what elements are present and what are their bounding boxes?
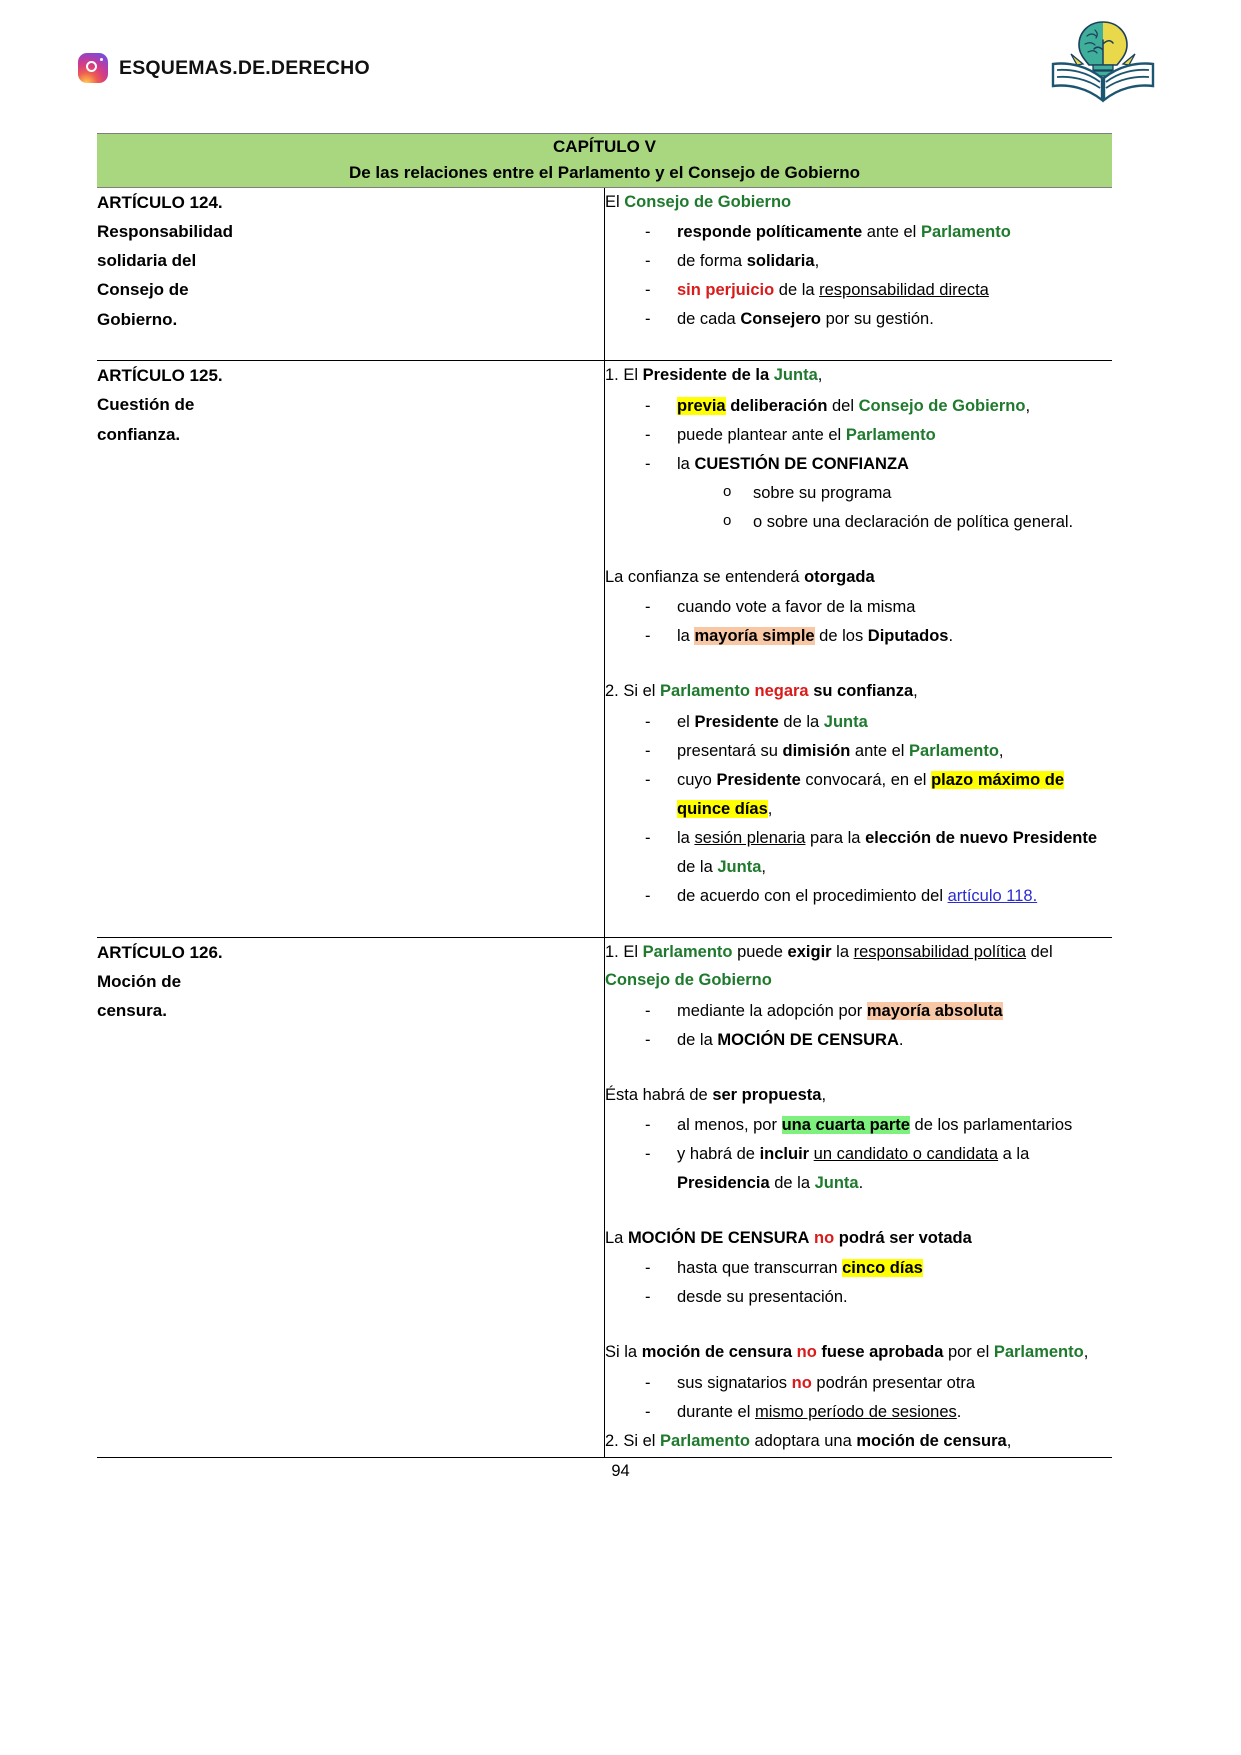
- bullet-list: [605, 218, 1112, 334]
- bullet-list: [605, 593, 1112, 651]
- chapter-subtitle: De las relaciones entre el Parlamento y el Consejo de Gobierno: [348, 163, 861, 183]
- page-number: 94: [611, 1462, 630, 1480]
- bullet-list: [605, 997, 1112, 1055]
- instagram-icon: [78, 53, 108, 83]
- bullet-list: [605, 708, 1112, 911]
- list-item: - sin perjuicio de la responsabilidad directa: [605, 276, 1112, 305]
- list-item: - responde políticamente ante el Parlamento: [605, 218, 1112, 247]
- article-row-126: [97, 937, 1112, 1458]
- list-item: - de la MOCIÓN DE CENSURA.: [605, 1026, 1112, 1055]
- block-spacer: [605, 1198, 1112, 1224]
- sub-bullet-list: [605, 479, 1112, 537]
- bullet-list: [605, 392, 1112, 479]
- chapter-header-row: [97, 134, 1112, 188]
- brain-lightbulb-book-logo: [1043, 12, 1163, 108]
- article-paragraph: 2. Si el Parlamento adoptara una moción de censura,: [605, 1431, 1012, 1450]
- article-label-line: ARTÍCULO 124.: [97, 192, 223, 212]
- article-label-line: Consejo de: [97, 280, 189, 300]
- article-paragraph: 1. El Presidente de la Junta,: [605, 366, 823, 385]
- block-spacer: [605, 537, 1112, 563]
- chapter-title: CAPÍTULO V: [553, 137, 656, 156]
- list-item: - mediante la adopción por mayoría absoluta: [605, 997, 1112, 1026]
- article-label-line: solidaria del: [97, 251, 197, 271]
- list-item: - de forma solidaria,: [605, 247, 1112, 276]
- article-paragraph: La MOCIÓN DE CENSURA no podrá ser votada: [605, 1229, 972, 1248]
- list-item: - de acuerdo con el procedimiento del artículo 118.: [605, 882, 1112, 911]
- article-label-line: Responsabilidad: [97, 221, 234, 241]
- article-intro: El Consejo de Gobierno: [605, 192, 792, 211]
- list-item: - cuyo Presidente convocará, en el plazo máximo de quince días,: [605, 766, 1112, 824]
- article-118-link[interactable]: artículo 118.: [947, 886, 1038, 905]
- brand-name: ESQUEMAS.DE.DERECHO: [119, 56, 370, 79]
- article-label-line: confianza.: [97, 424, 181, 444]
- bullet-list: [605, 1254, 1112, 1312]
- list-item: - sus signatarios no podrán presentar otra: [605, 1369, 1112, 1398]
- article-label-line: Moción de: [97, 971, 182, 991]
- article-label-line: censura.: [97, 1001, 167, 1021]
- list-item: - el Presidente de la Junta: [605, 708, 1112, 737]
- article-paragraph: Si la moción de censura no fuese aprobada por el Parlamento,: [605, 1343, 1089, 1362]
- block-spacer: [605, 1055, 1112, 1081]
- list-item: - hasta que transcurran cinco días: [605, 1254, 1112, 1283]
- list-item: - la mayoría simple de los Diputados.: [605, 622, 1112, 651]
- article-body-125: [605, 361, 1113, 938]
- article-label-125: [97, 361, 605, 938]
- list-item: - al menos, por una cuarta parte de los parlamentarios: [605, 1111, 1112, 1140]
- block-spacer: [605, 651, 1112, 677]
- article-paragraph: 2. Si el Parlamento negara su confianza,: [605, 682, 918, 701]
- list-item: - durante el mismo período de sesiones.: [605, 1398, 1112, 1427]
- list-item: - cuando vote a favor de la misma: [605, 593, 1112, 622]
- block-spacer: [605, 334, 1112, 360]
- chapter-band: [97, 134, 1112, 188]
- article-paragraph: Ésta habrá de ser propuesta,: [605, 1085, 827, 1104]
- article-paragraph: La confianza se entenderá otorgada: [605, 567, 875, 586]
- list-item: o o sobre una declaración de política general.: [605, 508, 1112, 537]
- article-body-126: [605, 937, 1113, 1458]
- block-spacer: [605, 911, 1112, 937]
- list-item: - de cada Consejero por su gestión.: [605, 305, 1112, 334]
- article-label-line: ARTÍCULO 125.: [97, 366, 223, 386]
- chapter-table: [97, 133, 1112, 1458]
- list-item: - desde su presentación.: [605, 1283, 1112, 1312]
- page-header: [0, 0, 1241, 120]
- bullet-list: [605, 1111, 1112, 1198]
- article-body-124: [605, 187, 1113, 361]
- list-item: o sobre su programa: [605, 479, 1112, 508]
- block-spacer: [605, 1312, 1112, 1338]
- list-item: - la sesión plenaria para la elección de nuevo Presidente de la Junta,: [605, 824, 1112, 882]
- list-item: - previa deliberación del Consejo de Gobierno,: [605, 392, 1112, 421]
- article-row-124: [97, 187, 1112, 361]
- list-item: - y habrá de incluir un candidato o candidata a la Presidencia de la Junta.: [605, 1140, 1112, 1198]
- article-paragraph: 1. El Parlamento puede exigir la responsabilidad política del Consejo de Gobierno: [605, 942, 1053, 990]
- list-item: - la CUESTIÓN DE CONFIANZA: [605, 450, 1112, 479]
- list-item: - puede plantear ante el Parlamento: [605, 421, 1112, 450]
- article-row-125: [97, 361, 1112, 938]
- article-label-line: Cuestión de: [97, 395, 195, 415]
- article-label-line: Gobierno.: [97, 309, 178, 329]
- article-label-126: [97, 937, 605, 1458]
- list-item: - presentará su dimisión ante el Parlamento,: [605, 737, 1112, 766]
- article-label-124: [97, 187, 605, 361]
- bullet-list: [605, 1369, 1112, 1427]
- article-label-line: ARTÍCULO 126.: [97, 942, 223, 962]
- brand: [78, 53, 370, 83]
